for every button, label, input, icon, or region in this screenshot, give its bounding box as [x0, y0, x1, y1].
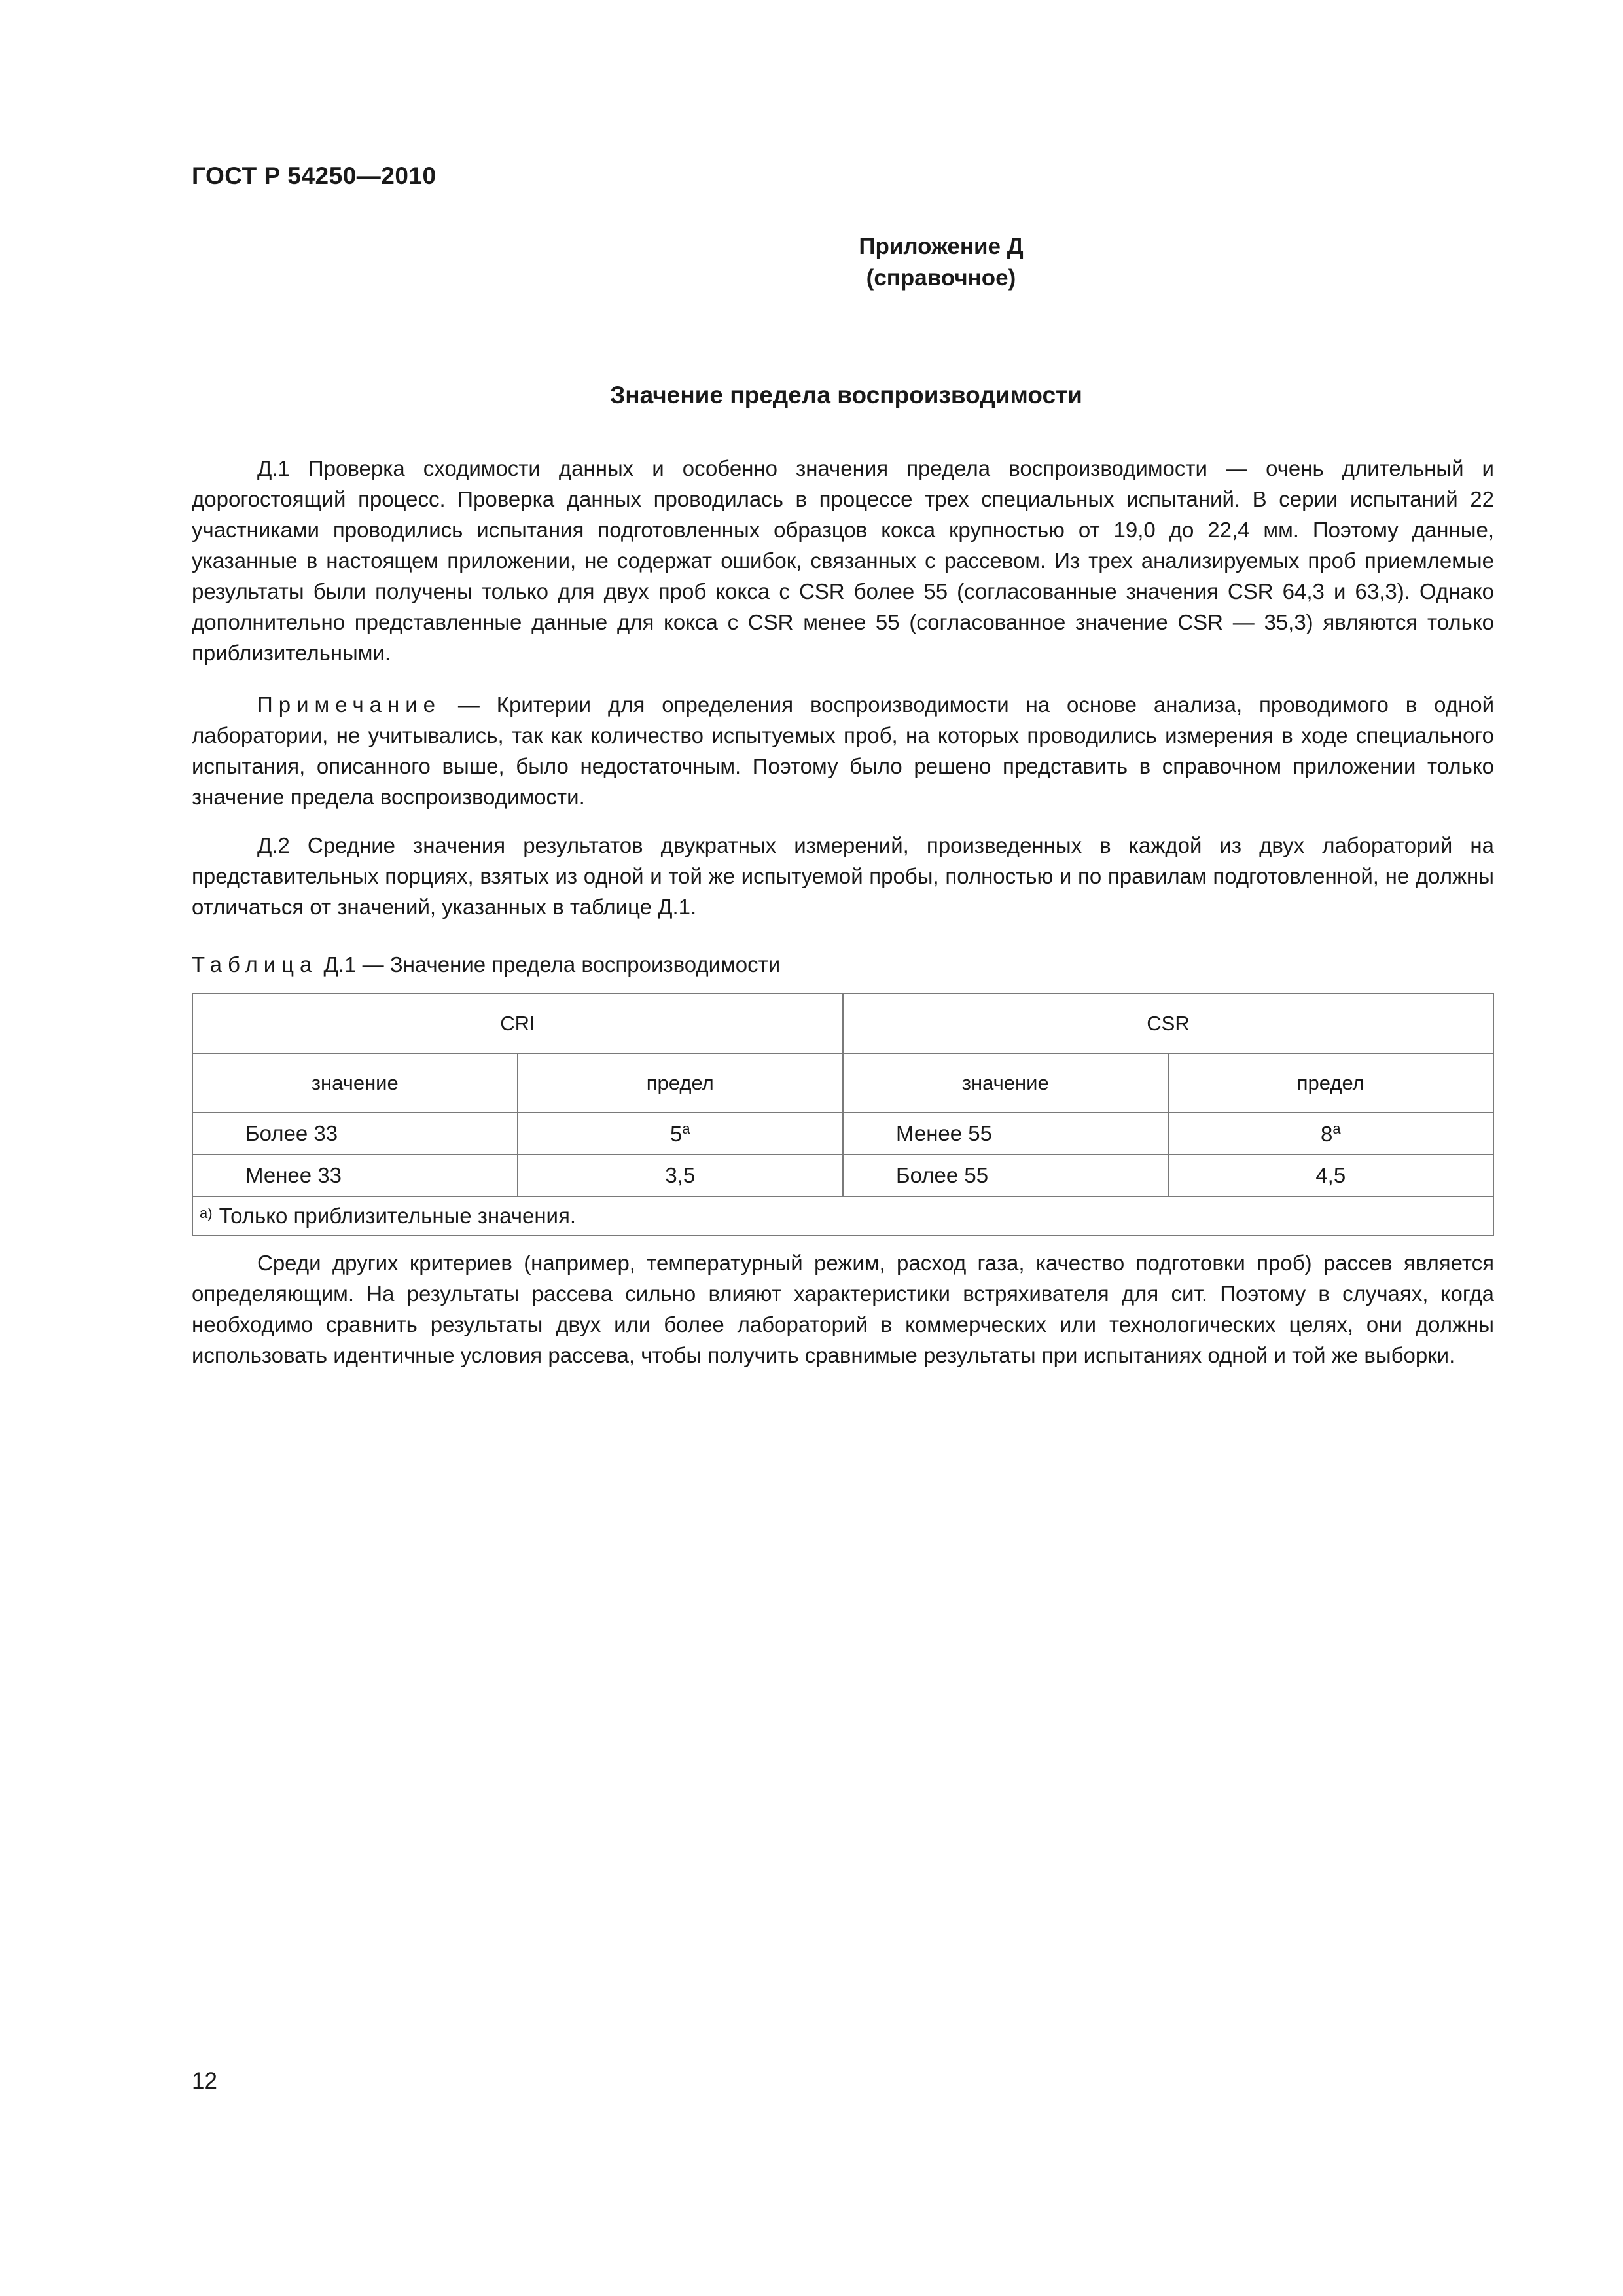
note-paragraph	[192, 689, 1494, 812]
table-group-header-row	[192, 994, 1493, 1054]
section-title: Значение предела воспроизводимости	[610, 382, 1082, 408]
csr-value-cell: Более 55	[843, 1155, 1168, 1196]
table-caption	[192, 949, 1494, 980]
appendix-heading	[192, 231, 1623, 294]
cri-limit-cell	[518, 1113, 843, 1155]
cri-value-cell: Более 33	[192, 1113, 518, 1155]
table-row	[192, 1155, 1493, 1196]
footnote-ref: a	[682, 1121, 690, 1137]
csr-limit-cell: 4,5	[1168, 1155, 1493, 1196]
paragraph-d2: Д.2 Средние значения результатов двукратных измерений, произведенных в каждой из двух лабораторий на представительных порциях, взятых из одной и той же испытуемой пробы, полностью и по правилам подготовленной, не должны отличаться от значений, указанных в таблице Д.1.	[192, 833, 1494, 919]
table-caption-text: Д.1 — Значение предела воспроизводимости	[317, 952, 781, 977]
paragraph-d1: Д.1 Проверка сходимости данных и особенно значения предела воспроизводимости — очень длительный и дорогостоящий процесс. Проверка данных проводилась в процессе трех специальных испытаний. В серии испытаний 22 участниками проводились испытания подготовленных образцов кокса крупностью от 19,0 до 22,4 мм. Поэтому данные, указанные в настоящем приложении, не содержат ошибок, связанных с рассевом. Из трех анализируемых проб приемлемые результаты были получены только для двух проб кокса с CSR более 55 (согласованные значения CSR 64,3 и 63,3). Однако дополнительно представленные данные для кокса с CSR менее 55 (согласованное значение CSR — 35,3) являются только приблизительными.	[192, 456, 1494, 665]
cri-limit-value: 5	[669, 1122, 683, 1146]
csr-limit-value: 8	[1320, 1122, 1333, 1146]
appendix-title: Приложение Д	[859, 234, 1024, 259]
cri-value-cell: Менее 33	[192, 1155, 518, 1196]
standard-designation: ГОСТ Р 54250—2010	[192, 162, 437, 189]
paragraph-after-table: Среди других критериев (например, температурный режим, расход газа, качество подготовки проб) рассев является определяющим. На результаты рассева сильно влияют характеристики встряхивателя для сит. Поэтому в случаях, когда необходимо сравнить результаты двух или более лабораторий в коммерческих или технологических целях, они должны использовать идентичные условия рассева, чтобы получить сравнимые результаты при испытаниях одной и той же выборки.	[192, 1251, 1494, 1367]
csr-limit-cell	[1168, 1113, 1493, 1155]
note-label: Примечание	[257, 692, 442, 717]
header-csr-limit: предел	[1168, 1054, 1493, 1113]
footnote-ref: a	[1332, 1121, 1341, 1137]
table-footnote-row	[192, 1196, 1493, 1236]
table-sub-header-row	[192, 1054, 1493, 1113]
note-text: — Критерии для определения воспроизводимости на основе анализа, проводимого в одной лаборатории, не учитывались, так как количество испытуемых проб, на которых проводились измерения в ходе специального испытания, описанного выше, было недостаточным. Поэтому было решено представить в справочном приложении только значение предела воспроизводимости.	[192, 692, 1494, 809]
cri-limit-cell: 3,5	[518, 1155, 843, 1196]
footnote-mark: a)	[200, 1205, 213, 1221]
table-row	[192, 1113, 1493, 1155]
csr-value-cell: Менее 55	[843, 1113, 1168, 1155]
page-number: 12	[192, 2068, 217, 2094]
header-cri-value: значение	[192, 1054, 518, 1113]
table-caption-label: Таблица	[192, 952, 318, 977]
footnote-text: Только приблизительные значения.	[219, 1204, 577, 1228]
table-footnote	[192, 1196, 1493, 1236]
header-csr: CSR	[843, 994, 1493, 1054]
header-csr-value: значение	[843, 1054, 1168, 1113]
reproducibility-table	[192, 993, 1494, 1236]
header-cri: CRI	[192, 994, 843, 1054]
header-cri-limit: предел	[518, 1054, 843, 1113]
appendix-type: (справочное)	[866, 265, 1016, 291]
